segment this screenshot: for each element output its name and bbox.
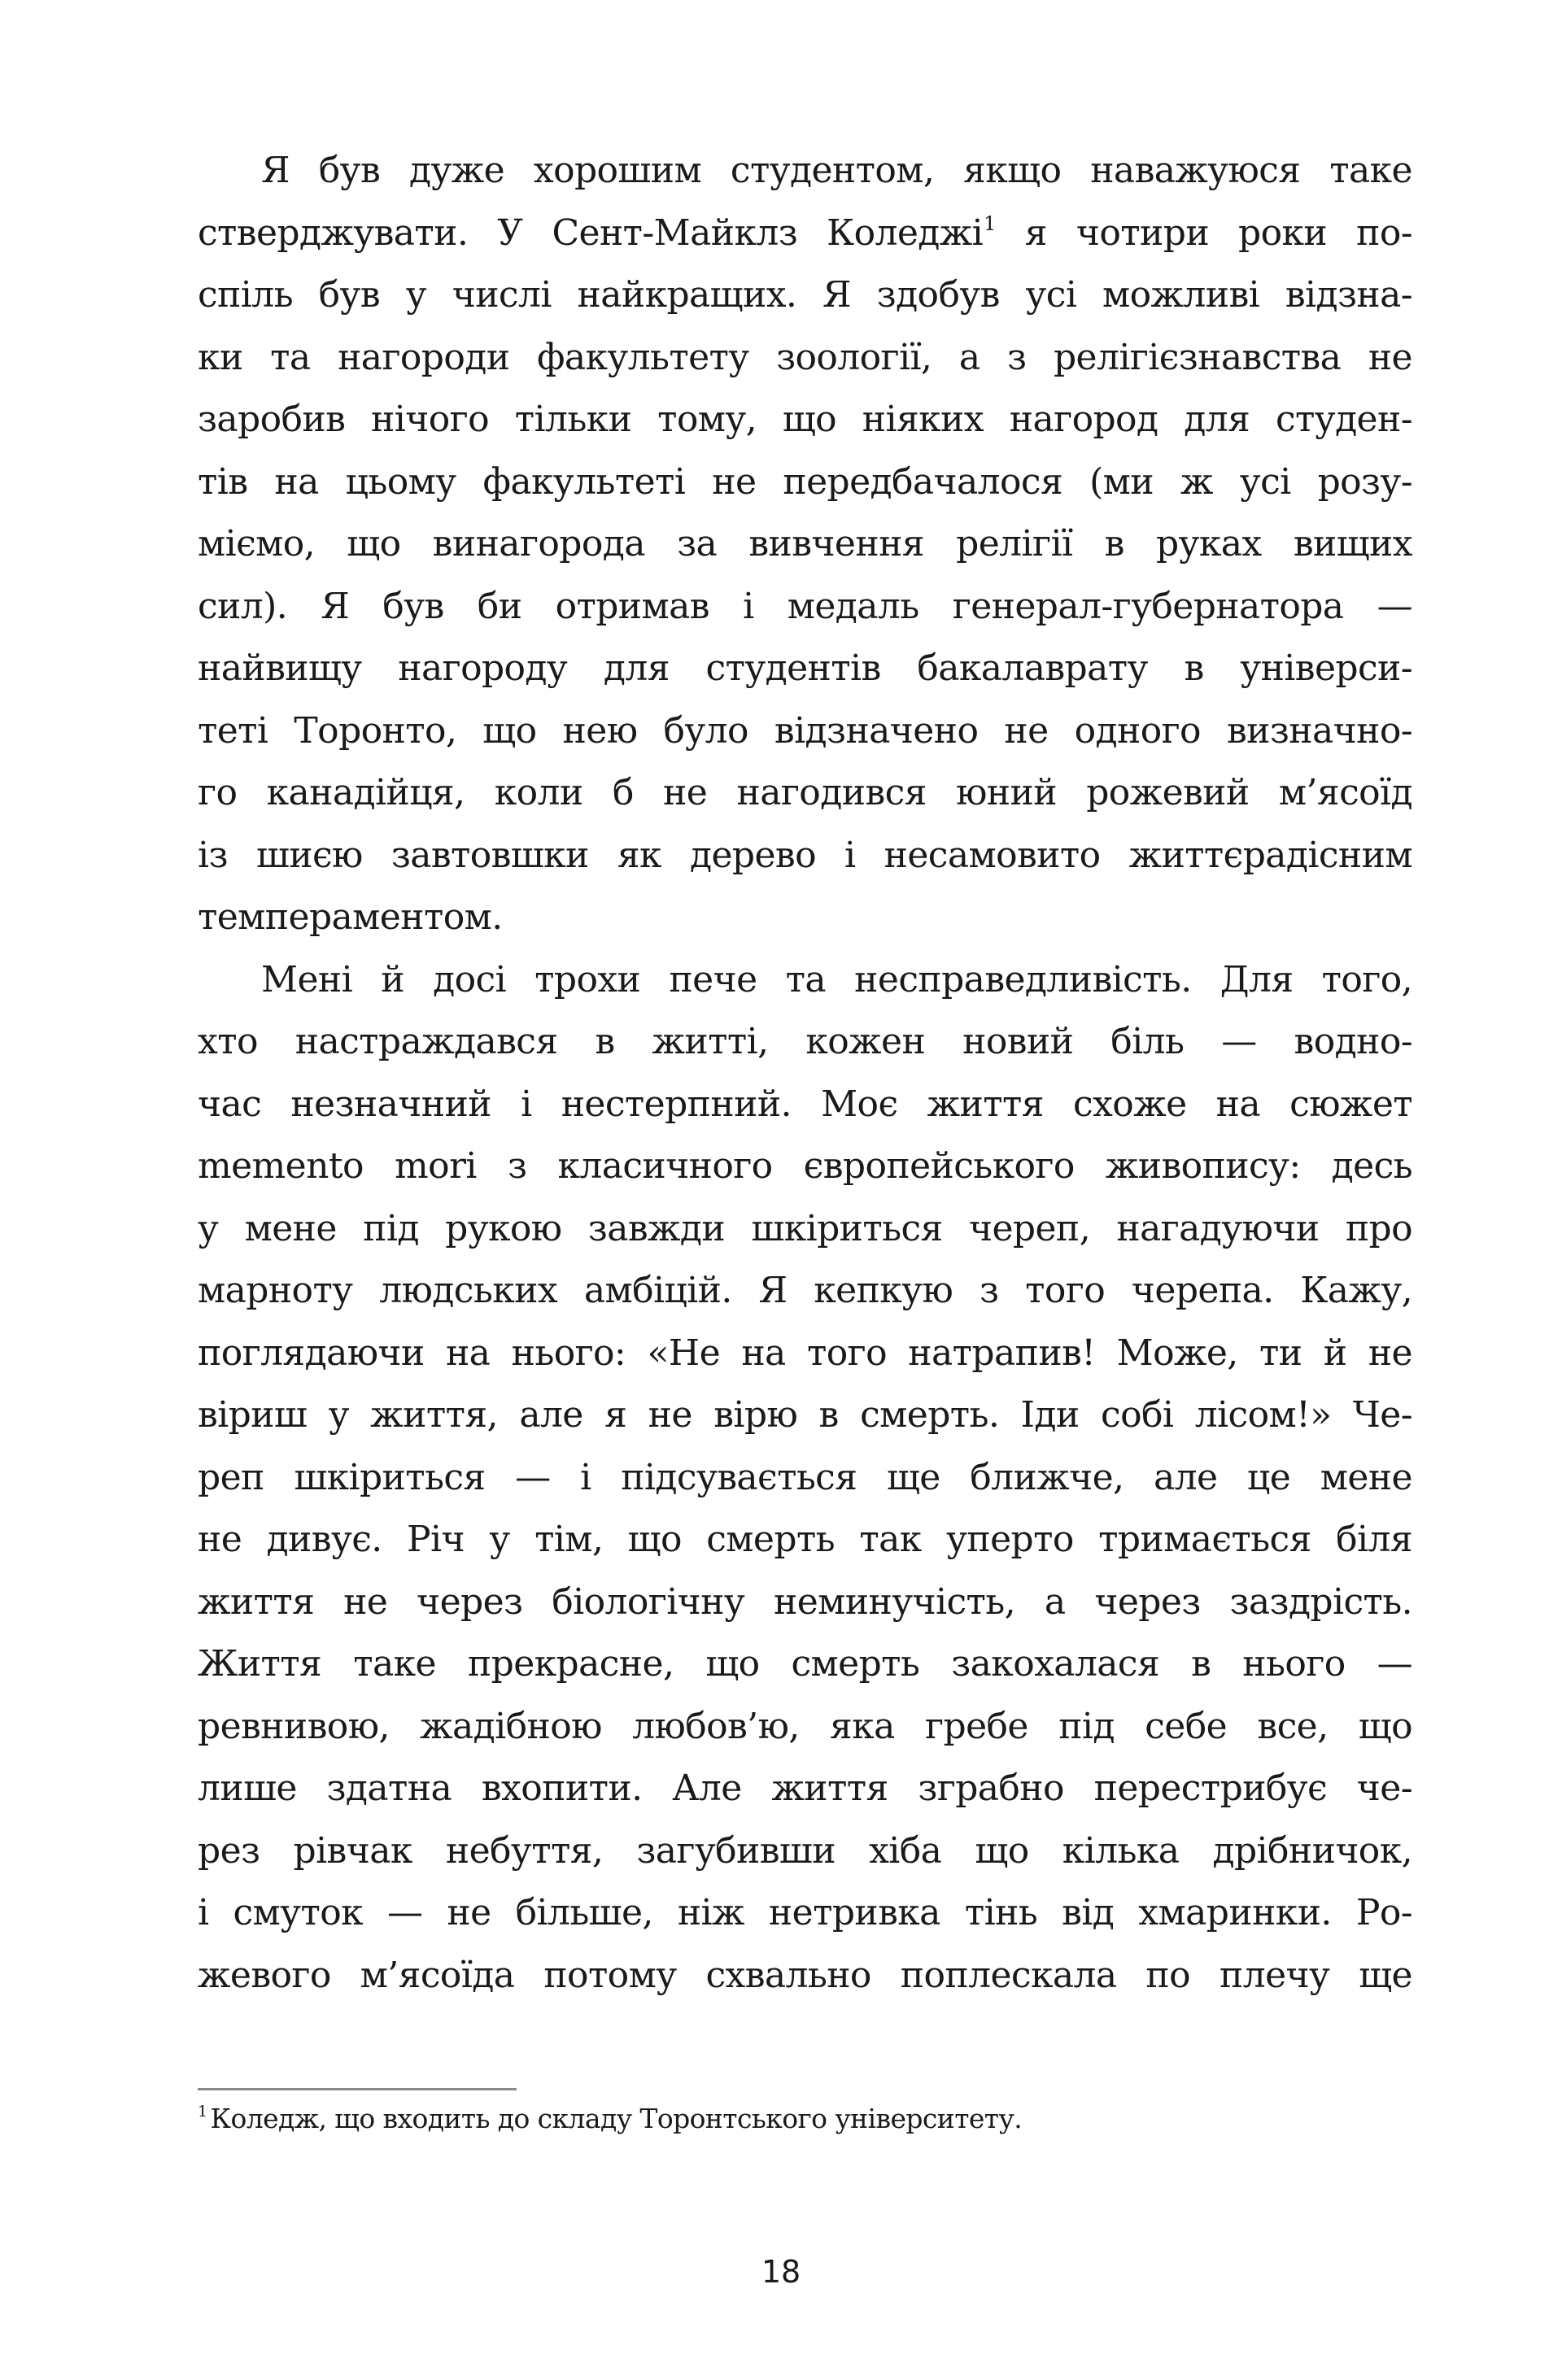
text-line: реп шкіриться — і підсувається ще ближче, але це мене: [198, 1456, 1412, 1498]
text-line: темпераментом.: [198, 896, 503, 938]
text-line: лише здатна вхопити. Але життя зграбно перестрибує че-: [198, 1768, 1412, 1809]
footnote-reference[interactable]: 1: [984, 211, 996, 235]
text-segment: я чотири роки по-: [995, 211, 1412, 254]
text-line: хто настраждався в житті, кожен новий біль — водно-: [198, 1021, 1412, 1062]
text-line: час незначний і нестерпний. Моє життя схоже на сюжет: [198, 1083, 1412, 1125]
text-line: сил). Я був би отримав і медаль генерал-губернатора —: [198, 585, 1412, 627]
text-line: Мені й досі трохи пече та несправедливість. Для того,: [261, 958, 1412, 1000]
text-line: Життя таке прекрасне, що смерть закохалася в нього —: [198, 1643, 1412, 1685]
text-segment: стверджувати. У Сент-Майклз Коледжі: [198, 211, 984, 254]
text-line: заробив нічого тільки тому, що ніяких нагород для студен-: [198, 399, 1412, 440]
text-line: жевого м’ясоїда потому схвально поплескала по плечу ще: [198, 1954, 1412, 1996]
text-line: рез рівчак небуття, загубивши хіба що кілька дрібничок,: [198, 1829, 1412, 1872]
text-line: го канадійця, коли б не нагодився юний рожевий м’ясоїд: [198, 772, 1412, 813]
text-line: поглядаючи на нього: «Не на того натрапив! Може, ти й не: [198, 1332, 1412, 1374]
text-line: Я був дуже хорошим студентом, якщо наважуюся таке: [261, 150, 1412, 191]
text-line: життя не через біологічну неминучість, а через заздрість.: [198, 1580, 1412, 1623]
page-number: 18: [761, 2254, 801, 2290]
text-line: ревнивою, жадібною любов’ю, яка гребе під себе все, що: [198, 1705, 1412, 1747]
text-line: і смуток — не більше, ніж нетривка тінь від хмаринки. Ро-: [198, 1892, 1412, 1933]
footnote-marker: 1: [198, 2103, 207, 2121]
footnote-text: Коледж, що входить до складу Торонтського університету.: [210, 2103, 1023, 2134]
body-text: [198, 140, 1412, 2007]
text-line: найвищу нагороду для студентів бакалаврату в універси-: [198, 647, 1412, 689]
text-line: тів на цьому факультеті не передбачалося (ми ж усі розу-: [198, 460, 1412, 503]
text-line: ки та нагороди факультету зоології, а з релігієзнавства не: [198, 336, 1412, 378]
text-line: спіль був у числі найкращих. Я здобув усі можливі відзна-: [198, 274, 1412, 316]
text-line: у мене під рукою завжди шкіриться череп, нагадуючи про: [198, 1207, 1412, 1249]
text-line-with-footnote-ref: [198, 203, 1412, 265]
text-line: із шиєю завтовшки як дерево і несамовито життєрадісним: [198, 834, 1412, 876]
text-line: не дивує. Річ у тім, що смерть так уперто тримається біля: [198, 1519, 1412, 1560]
text-line: марноту людських амбіцій. Я кепкую з того черепа. Кажу,: [198, 1270, 1412, 1311]
text-line: міємо, що винагорода за вивчення релігії в руках вищих: [198, 523, 1412, 564]
paragraph-1: [198, 140, 1412, 949]
text-line: memento mori з класичного європейського живопису: десь: [198, 1145, 1412, 1187]
paragraph-2: [198, 949, 1412, 2007]
footnote: [198, 2099, 1022, 2139]
text-line: віриш у життя, але я не вірю в смерть. Іди собі лісом!» Че-: [198, 1394, 1412, 1436]
text-line: теті Торонто, що нею було відзначено не одного визначно-: [198, 709, 1412, 752]
footnote-divider: [198, 2088, 517, 2090]
